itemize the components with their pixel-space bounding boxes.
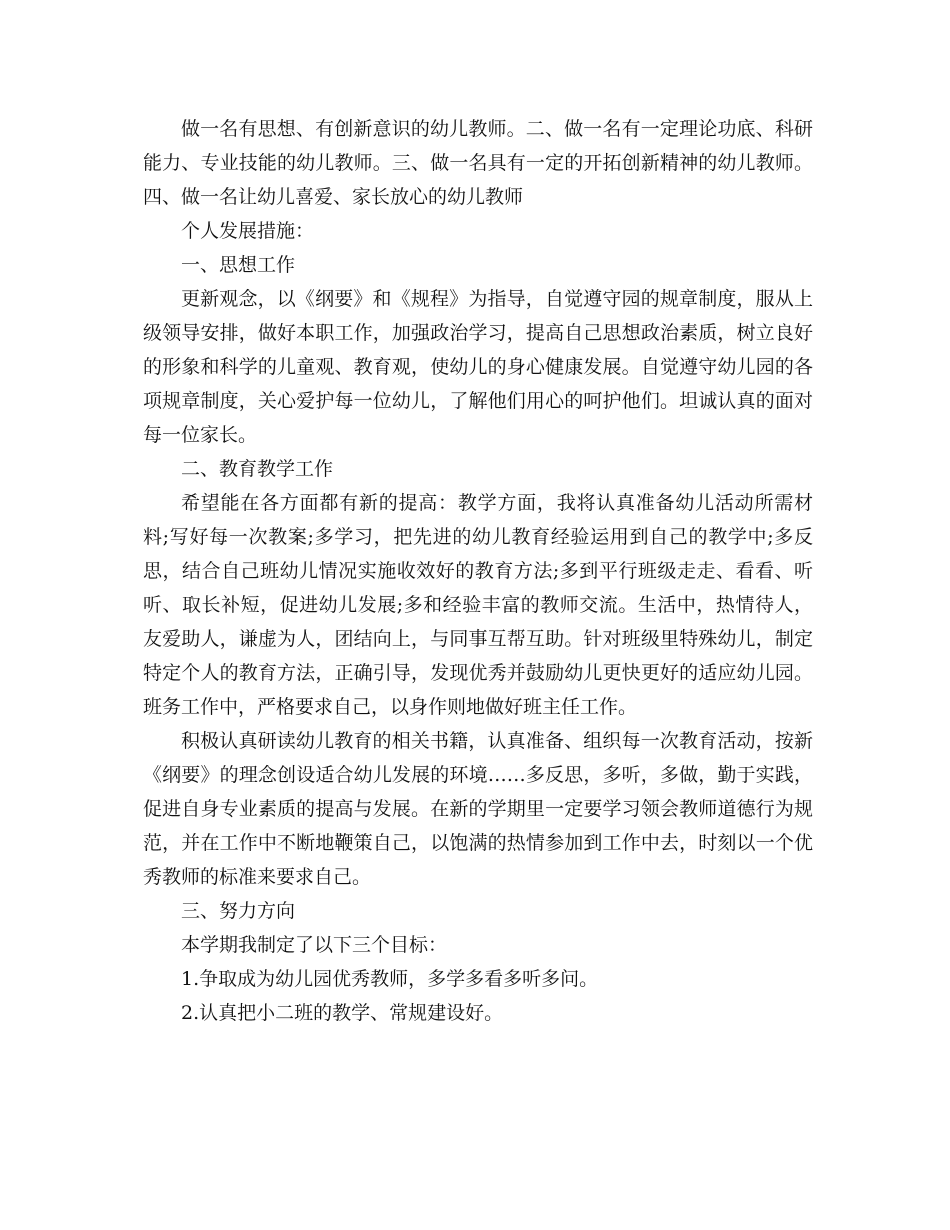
document-body — [143, 112, 813, 1030]
paragraph-teaching-work: 希望能在各方面都有新的提高：教学方面，我将认真准备幼儿活动所需材料;写好每一次教案;多学习，把先进的幼儿教育经验运用到自己的教学中;多反思，结合自己班幼儿情况实施收效好的教育方法;多到平行班级走走、看看、听听、取长补短，促进幼儿发展;多和经验丰富的教师交流。生活中，热情待人，友爱助人，谦虚为人，团结向上，与同事互帮互助。针对班级里特殊幼儿，制定特定个人的教育方法，正确引导，发现优秀并鼓励幼儿更快更好的适应幼儿园。班务工作中，严格要求自己，以身作则地做好班主任工作。 — [143, 492, 813, 718]
paragraph-professional-study: 积极认真研读幼儿教育的相关书籍，认真准备、组织每一次教育活动，按新《纲要》的理念创设适合幼儿发展的环境……多反思，多听，多做，勤于实践，促进自身专业素质的提高与发展。在新的学期里一定要学习领会教师道德行为规范，并在工作中不断地鞭策自己，以饱满的热情参加到工作中去，时刻以一个优秀教师的标准来要求自己。 — [143, 730, 813, 888]
heading-direction: 三、努力方向 — [181, 900, 296, 922]
paragraph-targets-intro: 本学期我制定了以下三个目标： — [181, 934, 448, 956]
paragraph-goals: 做一名有思想、有创新意识的幼儿教师。二、做一名有一定理论功底、科研能力、专业技能的幼儿教师。三、做一名具有一定的开拓创新精神的幼儿教师。四、做一名让幼儿喜爱、家长放心的幼儿教师 — [143, 118, 813, 208]
list-item-target-2: 2.认真把小二班的教学、常规建设好。 — [181, 1002, 504, 1024]
heading-teaching-work: 二、教育教学工作 — [181, 458, 334, 480]
heading-personal-measures: 个人发展措施： — [181, 220, 315, 242]
paragraph-ideological-work: 更新观念，以《纲要》和《规程》为指导，自觉遵守园的规章制度，服从上级领导安排，做好本职工作，加强政治学习，提高自己思想政治素质，树立良好的形象和科学的儿童观、教育观，使幼儿的身心健康发展。自觉遵守幼儿园的各项规章制度，关心爱护每一位幼儿，了解他们用心的呵护他们。坦诚认真的面对每一位家长。 — [143, 288, 813, 446]
list-item-target-1: 1.争取成为幼儿园优秀教师，多学多看多听多问。 — [181, 968, 599, 990]
heading-ideological-work: 一、思想工作 — [181, 254, 296, 276]
